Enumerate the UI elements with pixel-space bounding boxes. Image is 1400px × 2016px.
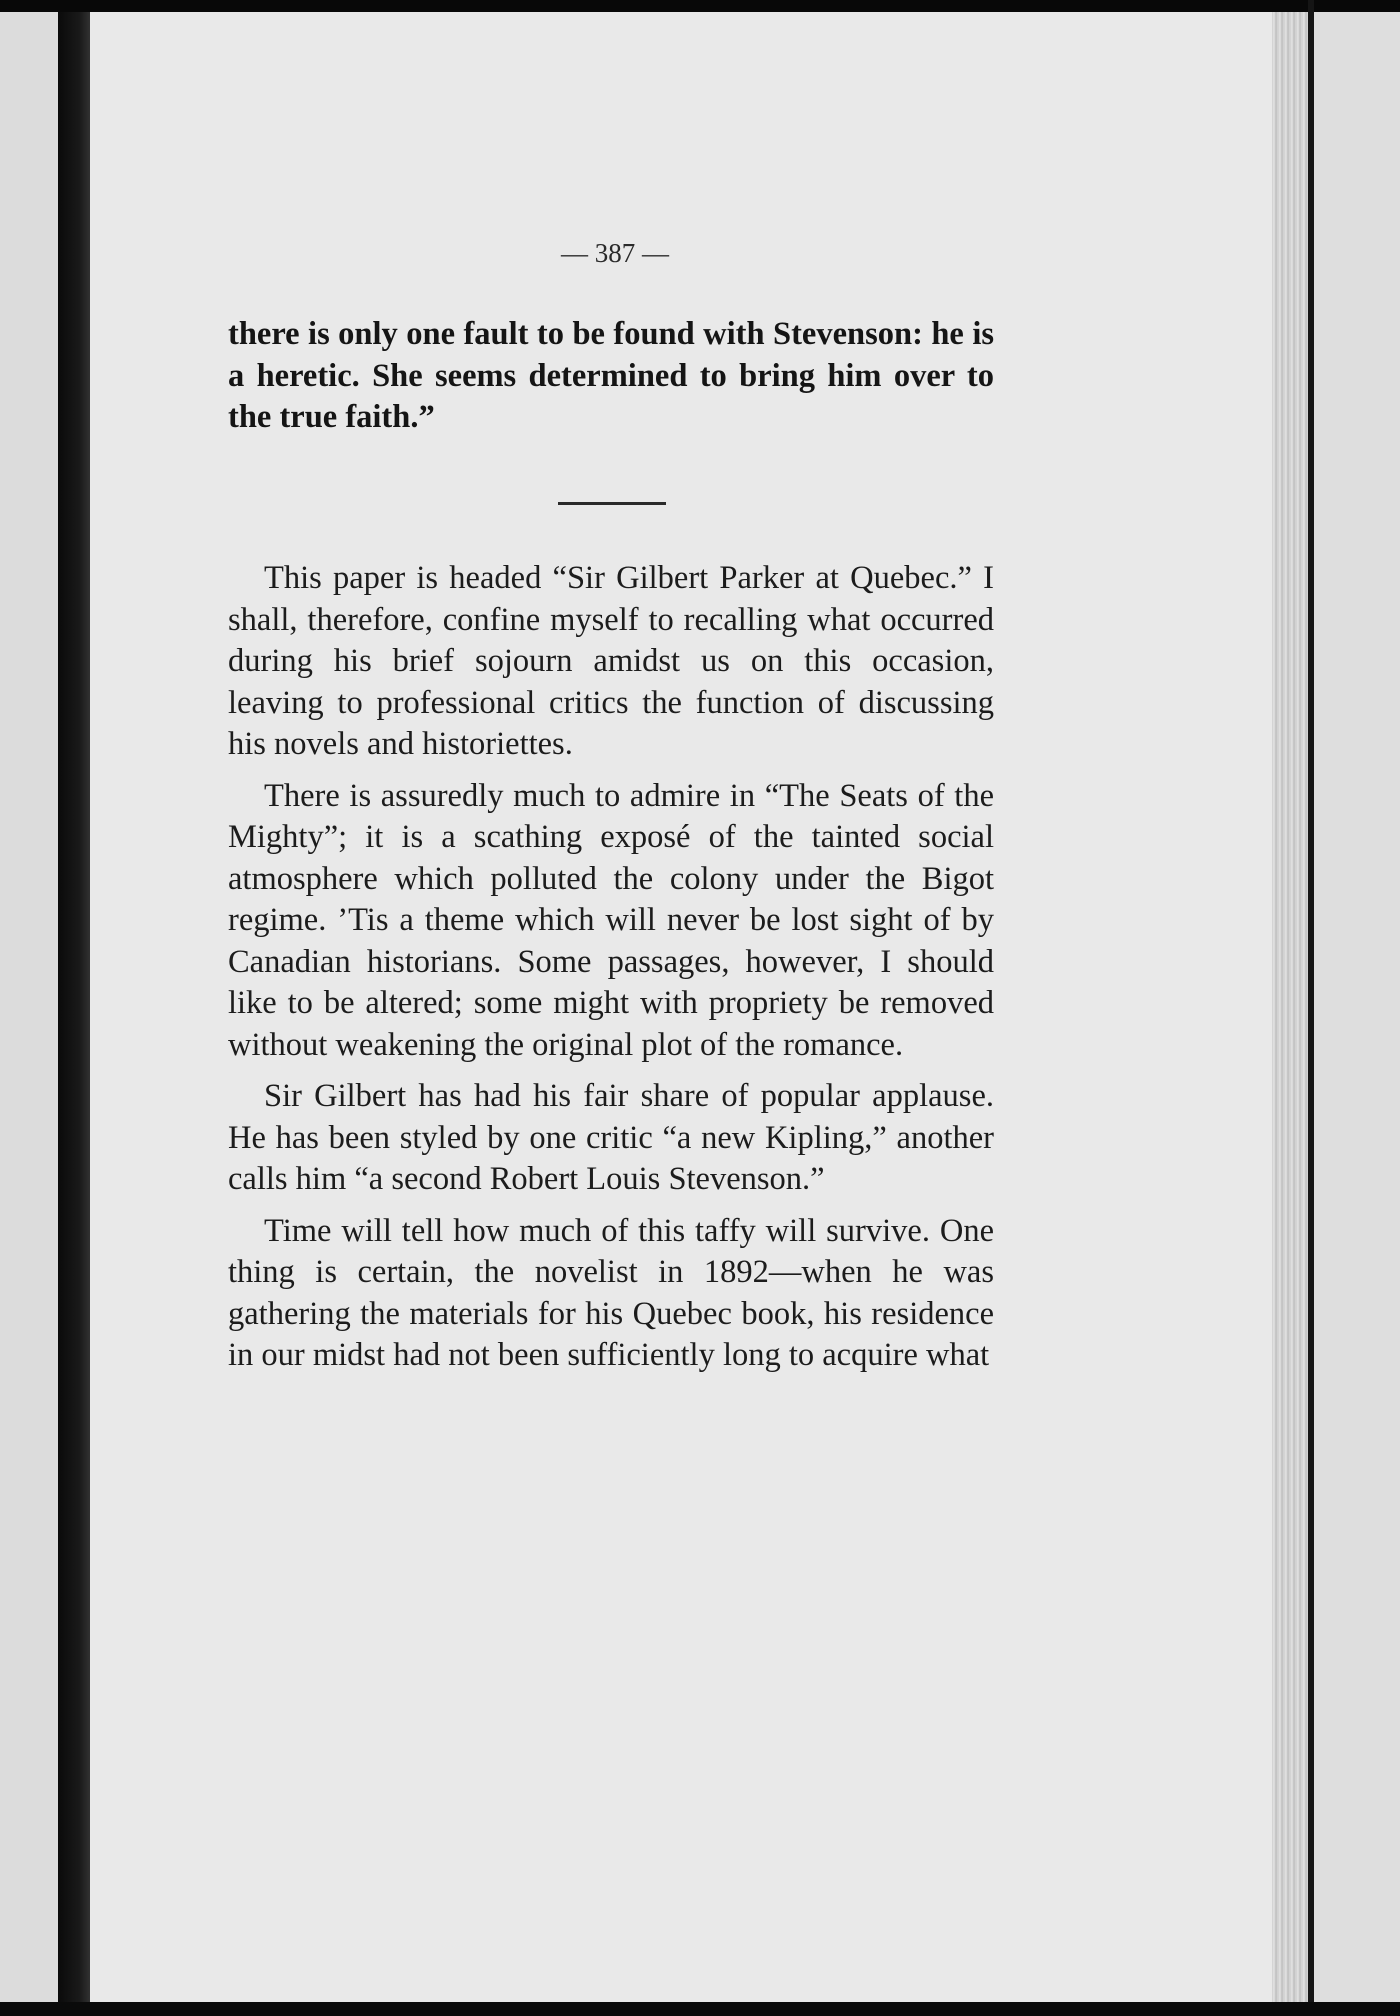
- scan-top-border: [0, 0, 1400, 12]
- paragraph: There is assuredly much to admire in “The Seats of the Mighty”; it is a scathing exposé of the tainted social atmosphere which polluted the colony under the Bigot regime. ’Tis a theme which will never be lost sight of by Canadian historians. Some passages, however, I should like to be altered; some might with propriety be removed without weakening the original plot of the romance.: [228, 777, 994, 1063]
- section-divider: [558, 502, 666, 505]
- page-number: — 387 —: [561, 238, 669, 268]
- scan-right-margin: [1314, 12, 1400, 2002]
- page-stack-edges: [1272, 12, 1308, 2002]
- facing-page-edge: [0, 12, 58, 2002]
- paragraph: Sir Gilbert has had his fair share of popular applause. He has been styled by one critic “a new Kipling,” another calls him “a second Robert Louis Stevenson.”: [228, 1078, 994, 1197]
- opening-paragraph-block: [228, 314, 994, 439]
- book-gutter-shadow: [58, 12, 94, 2002]
- paragraph: This paper is headed “Sir Gilbert Parker at Quebec.” I shall, therefore, confine myself to recalling what occurred during his brief sojourn amidst us on this occasion, leaving to professional critics the function of discussing his novels and historiettes.: [228, 560, 994, 762]
- body-text: [228, 558, 994, 1387]
- scan-bottom-border: [0, 2002, 1400, 2016]
- paragraph: Time will tell how much of this taffy will survive. One thing is certain, the novelist in 1892—when he was gathering the materials for his Quebec book, his residence in our midst had not been sufficiently long to acquire what: [228, 1212, 994, 1373]
- opening-paragraph: there is only one fault to be found with Stevenson: he is a heretic. She seems determined to bring him over to the true faith.”: [228, 316, 994, 435]
